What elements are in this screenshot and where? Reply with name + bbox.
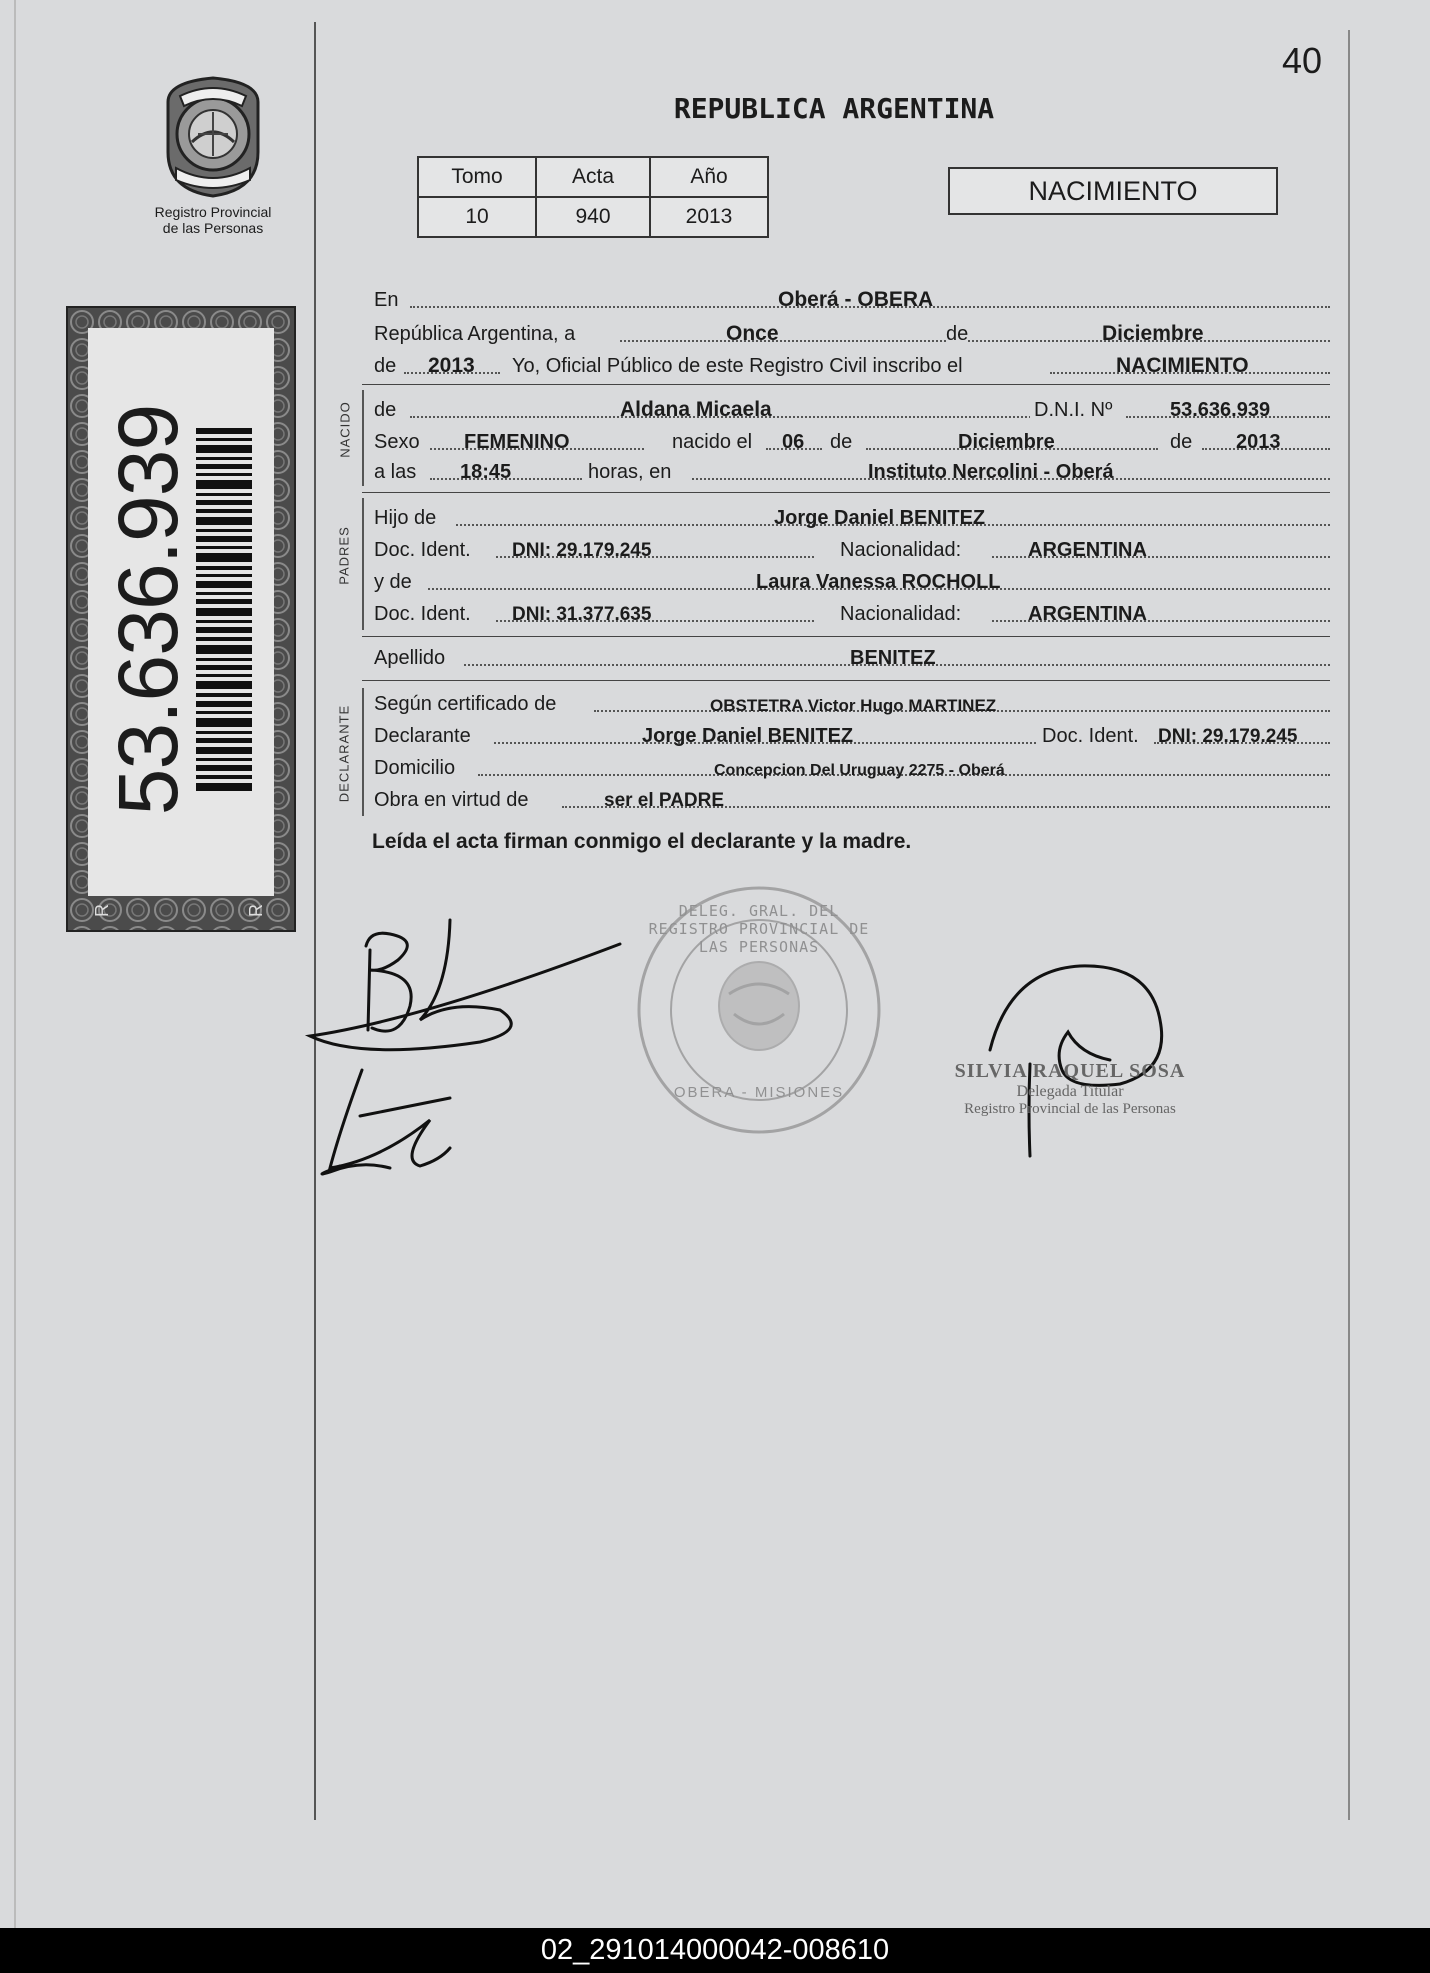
apellido-value: BENITEZ: [850, 647, 936, 669]
nacido-el-label: nacido el: [672, 431, 753, 453]
birth-place: Instituto Nercolini - Oberá: [868, 461, 1114, 483]
closing-statement: Leída el acta firman conmigo el declarante y la madre.: [372, 830, 912, 853]
row-year: [374, 348, 1330, 380]
row-apellido: [374, 640, 1330, 672]
registry-table: [417, 156, 769, 238]
y-de-label: y de: [374, 571, 412, 593]
barcode-icon: [196, 428, 252, 796]
birth-time: 18:45: [460, 461, 512, 483]
declarante-label: Declarante: [374, 725, 471, 747]
registry-caption-line1: Registro Provincial: [154, 204, 272, 220]
tomo-header: Tomo: [418, 157, 536, 197]
domicilio-label: Domicilio: [374, 757, 456, 779]
de-label: de: [946, 323, 969, 345]
padres-bracket: [362, 498, 364, 630]
hijo-de-label: Hijo de: [374, 507, 437, 529]
mother-doc: DNI: 31.377.635: [512, 604, 652, 625]
declarante-doc-label: Doc. Ident.: [1038, 725, 1139, 748]
dni-label: D.N.I. Nº: [1030, 399, 1112, 422]
apellido-label: Apellido: [374, 647, 446, 669]
section-divider: [362, 680, 1330, 681]
act-value: NACIMIENTO: [1116, 354, 1249, 377]
father-nationality: ARGENTINA: [1028, 539, 1147, 561]
yo-text: Yo, Oficial Público de este Registro Civil inscribo el: [512, 355, 963, 377]
mother-nationality: ARGENTINA: [1028, 603, 1147, 625]
nacido-section-label: NACIDO: [337, 401, 353, 458]
certificado-value: OBSTETRA Victor Hugo MARTINEZ: [710, 696, 997, 715]
stub-dni-number: 53.636.939: [101, 404, 195, 816]
year-de-label: de: [374, 355, 397, 377]
a-las-label: a las: [374, 461, 417, 483]
father-name: Jorge Daniel BENITEZ: [774, 507, 986, 529]
stub-marker-right: R: [246, 904, 266, 917]
page-number: 40: [1282, 40, 1323, 81]
official-name: SILVIA RAQUEL SOSA: [954, 1060, 1186, 1082]
birth-day: 06: [782, 431, 805, 453]
document-title: REPUBLICA ARGENTINA: [673, 92, 995, 125]
father-doc: DNI: 29.179.245: [512, 540, 652, 561]
row-y-de: [374, 564, 1330, 596]
province-seal-icon: [158, 72, 268, 200]
domicilio-value: Concepcion Del Uruguay 2275 - Oberá: [714, 762, 1005, 779]
child-name: Aldana Micaela: [620, 398, 772, 421]
act-type-box: NACIMIENTO: [948, 167, 1278, 215]
row-en: [374, 282, 1330, 314]
stamp-city: OBERA - MISIONES: [673, 1084, 845, 1101]
padres-section-label: PADRES: [336, 526, 352, 585]
registry-caption: [138, 204, 288, 236]
birth-month: Diciembre: [958, 431, 1055, 453]
row-hora: [374, 454, 1330, 486]
doc-label: Doc. Ident.: [374, 539, 471, 561]
acta-value: 940: [536, 197, 650, 237]
nacionalidad-label: Nacionalidad:: [840, 603, 962, 625]
registry-caption-line2: de las Personas: [162, 220, 264, 236]
official-org: Registro Provincial de las Personas: [964, 1101, 1176, 1117]
horas-label: horas, en: [588, 461, 672, 483]
stamp-ring-text: DELEG. GRAL. DEL REGISTRO PROVINCIAL DE LAS PERSONAS: [648, 902, 870, 956]
row-certificado: [374, 686, 1330, 718]
stub-panel: [88, 328, 274, 896]
official-stamp: [634, 884, 884, 1136]
nacionalidad-label: Nacionalidad:: [840, 539, 962, 561]
dni-stub: [66, 306, 296, 932]
year-value: 2013: [428, 354, 475, 377]
obra-value: ser el PADRE: [604, 790, 725, 811]
row-sexo: [374, 424, 1330, 456]
child-dni: 53.636.939: [1170, 399, 1271, 421]
obra-label: Obra en virtud de: [374, 789, 529, 811]
tomo-value: 10: [418, 197, 536, 237]
section-divider: [362, 384, 1330, 385]
declarante-doc: DNI: 29.179.245: [1158, 726, 1298, 747]
sexo-value: FEMENINO: [464, 431, 570, 453]
en-label: En: [374, 289, 399, 311]
nacido-de-label: de: [374, 399, 397, 421]
birth-year: 2013: [1236, 431, 1281, 453]
document-id-footer: 02_291014000042-008610: [0, 1928, 1430, 1973]
de-label: de: [1170, 431, 1193, 453]
section-divider: [362, 636, 1330, 637]
declarante-section-label: DECLARANTE: [336, 704, 352, 803]
sexo-label: Sexo: [374, 431, 420, 453]
official-role: Delegada Titular: [1016, 1083, 1124, 1100]
page-left-edge: [14, 0, 16, 1928]
official-name-stamp: [930, 1060, 1210, 1118]
row-obra: [374, 782, 1330, 814]
de-label: de: [830, 431, 853, 453]
certificado-label: Según certificado de: [374, 693, 557, 715]
registry-table-value-row: [418, 197, 768, 237]
anio-header: Año: [650, 157, 768, 197]
anio-value: 2013: [650, 197, 768, 237]
row-father-doc: [374, 532, 1330, 564]
registry-table-header-row: [418, 157, 768, 197]
republica-label: República Argentina, a: [374, 323, 576, 345]
place-value: Oberá - OBERA: [778, 288, 934, 311]
acta-header: Acta: [536, 157, 650, 197]
nacido-bracket: [362, 390, 364, 486]
doc-label: Doc. Ident.: [374, 603, 471, 625]
declarant-signature-icon: [300, 910, 630, 1190]
stub-marker-left: R: [92, 904, 112, 917]
province-seal: [158, 72, 268, 200]
row-nacido-name: [374, 392, 1330, 424]
row-republica: [374, 316, 1330, 348]
month-value: Diciembre: [1102, 322, 1204, 345]
row-declarante: [374, 718, 1330, 750]
section-divider: [362, 492, 1330, 493]
mother-name: Laura Vanessa ROCHOLL: [756, 571, 1001, 593]
declarante-bracket: [362, 688, 364, 816]
margin-line-right: [1348, 30, 1350, 1820]
row-hijo-de: [374, 500, 1330, 532]
row-mother-doc: [374, 596, 1330, 628]
declarante-value: Jorge Daniel BENITEZ: [642, 725, 854, 747]
row-domicilio: [374, 750, 1330, 782]
day-value: Once: [726, 322, 779, 345]
